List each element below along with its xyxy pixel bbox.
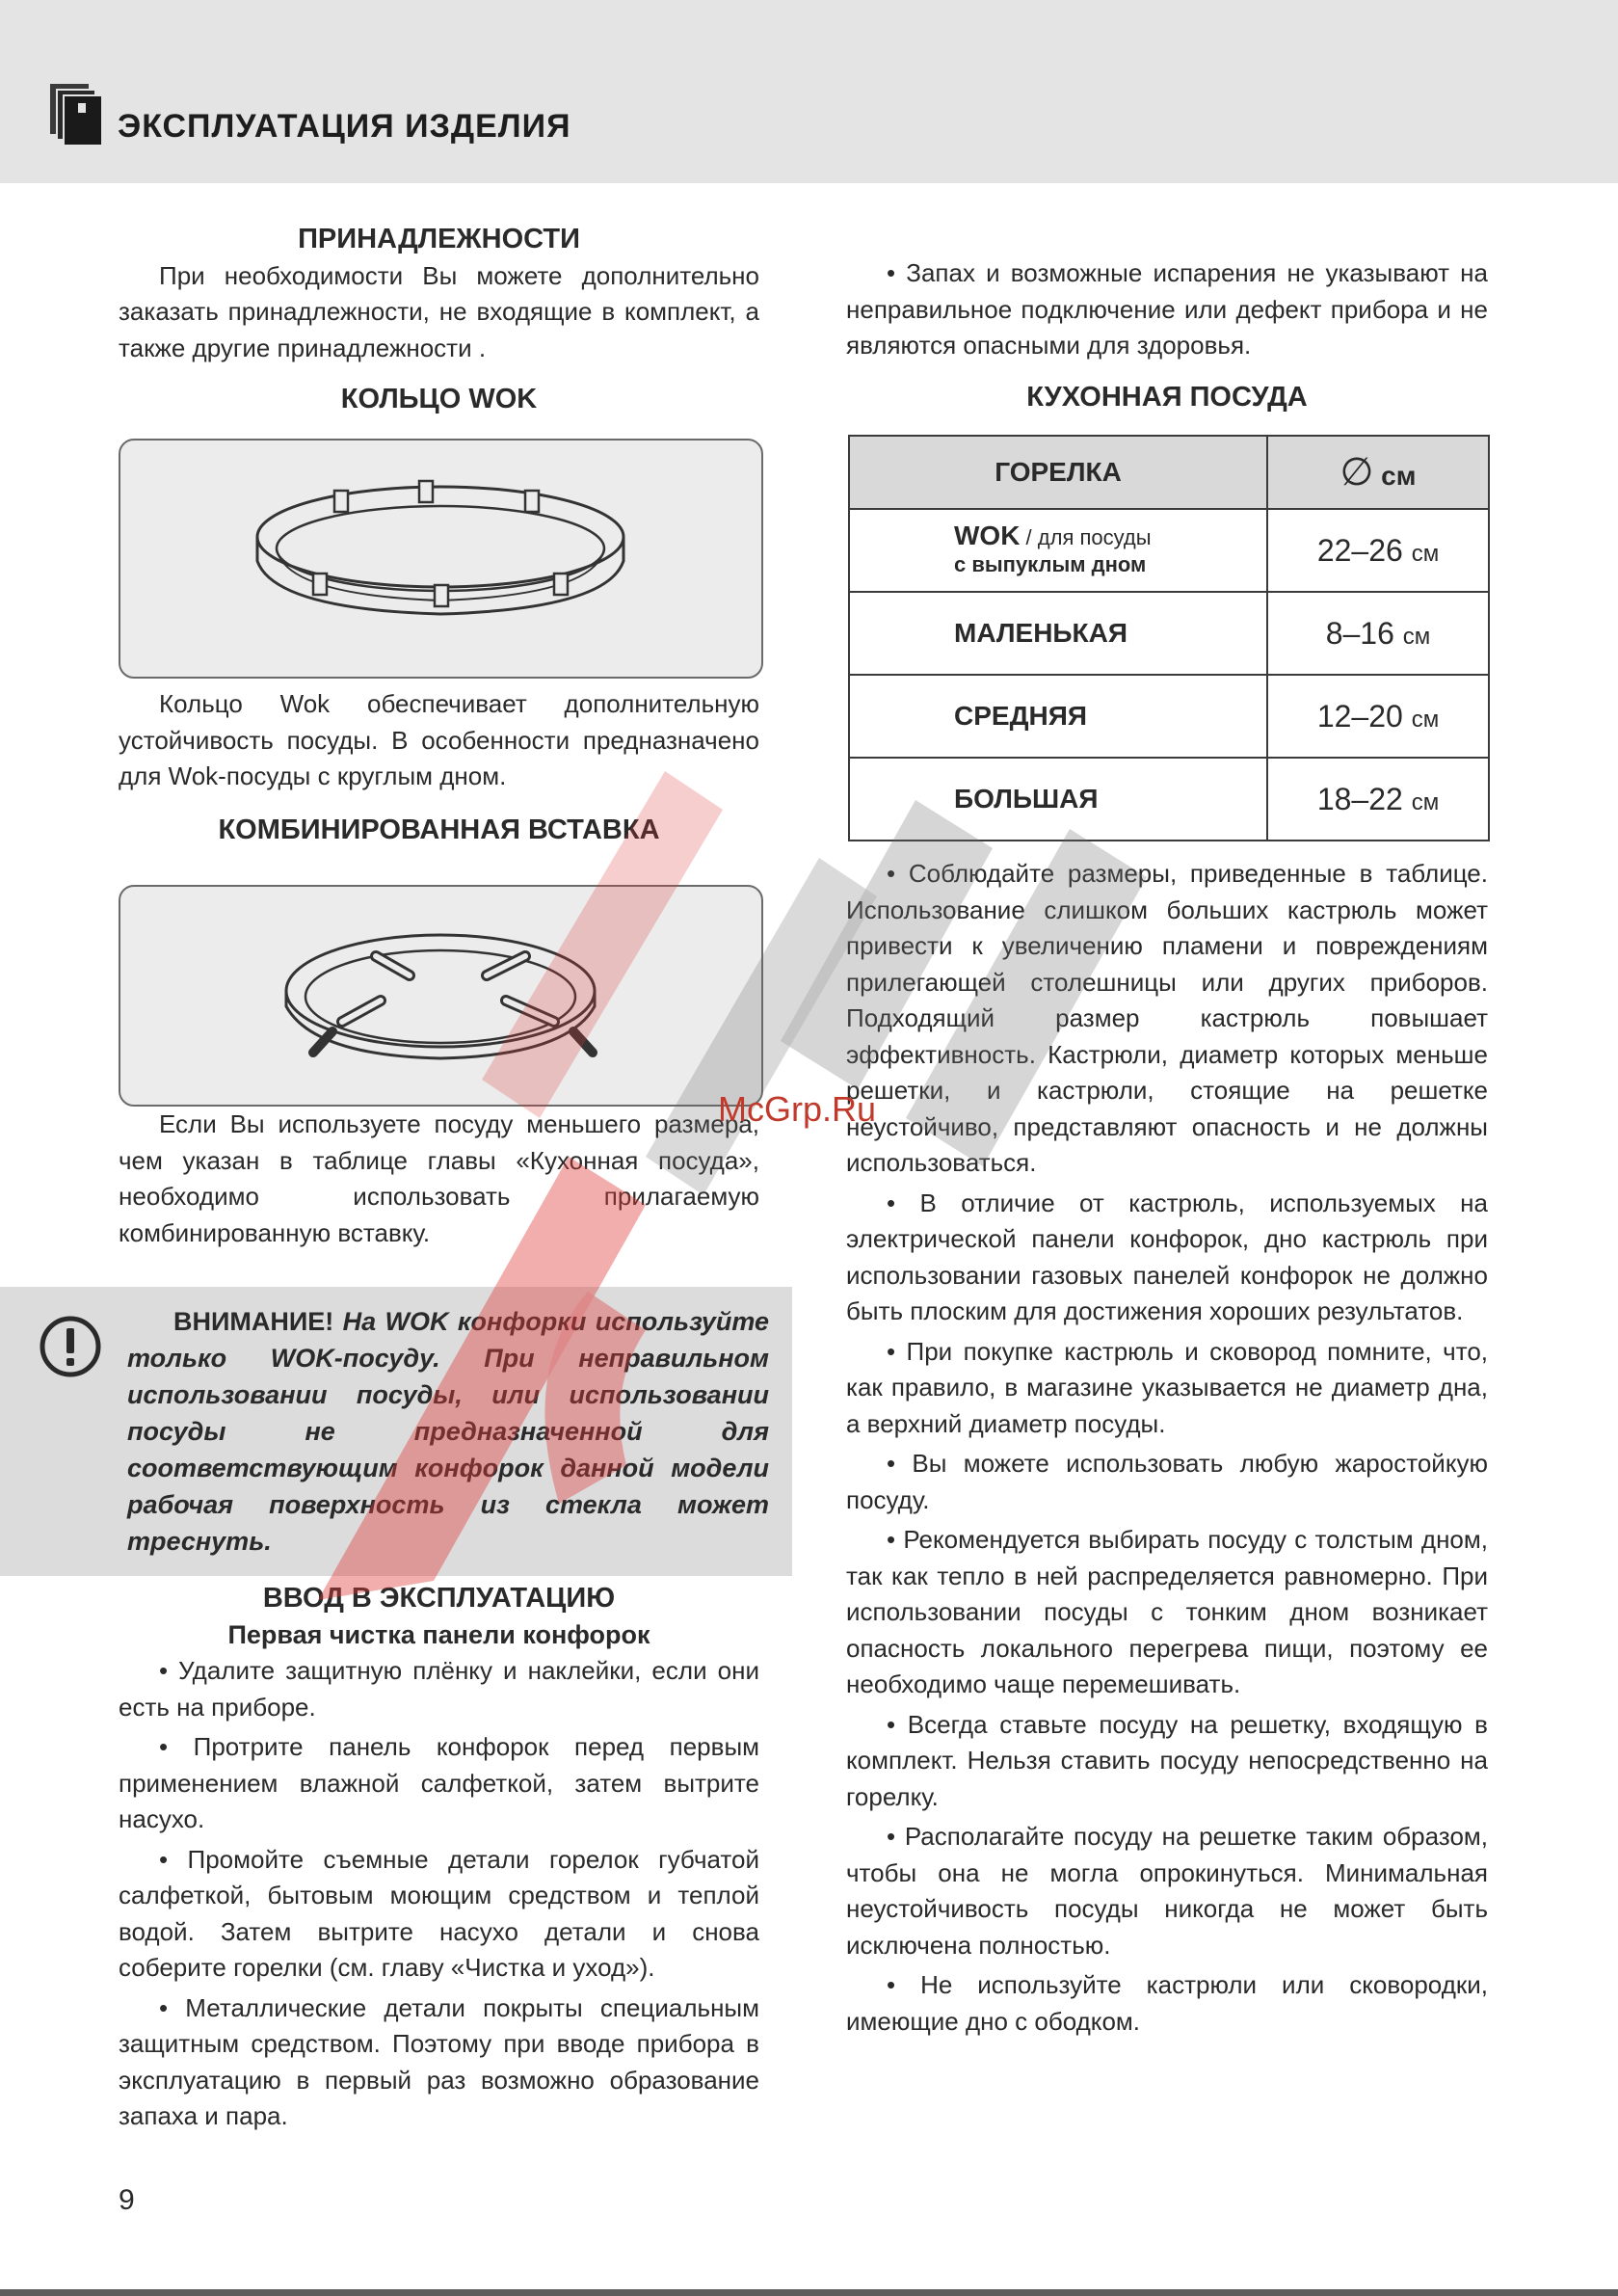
cookware-bullet: • Рекомендуется выбирать посуду с толстым дном, так как тепло в ней распределяется равномерно. При использовании посуды с тонким дном возникает опасность локального перегрева пищи, поэтому ее необходимо чаще перемешивать.	[846, 1525, 1488, 1698]
cleaning-subheading: Первая чистка панели конфорок	[227, 1619, 650, 1649]
warning-lead: ВНИМАНИЕ!	[173, 1307, 334, 1336]
wok-text: Кольцо Wok обеспечивает дополнительную устойчивость посуды. В особенности предназначено для Wok-посуды с круглым дном.	[119, 689, 759, 790]
combined-insert-illustration	[120, 887, 761, 1105]
header-band	[0, 0, 1618, 183]
wok-heading: КОЛЬЦО WOK	[340, 384, 538, 414]
cookware-bullet: • В отличие от кастрюль, используемых на электрической панели конфорок, дно кастрюль при использовании газовых панелей конфорок не должно быть плоским для достижения хороших результатов.	[846, 1188, 1488, 1325]
exclamation-circle-icon	[37, 1313, 104, 1380]
wok-ring-figure	[119, 439, 763, 679]
burner-cell: СРЕДНЯЯ	[849, 675, 1267, 758]
watermark-link: McGrp.Ru	[718, 1089, 877, 1129]
cookware-bullet: • При покупке кастрюль и сковород помните, что, как правило, в магазине указывается не диаметр дна, а верхний диаметр посуды.	[846, 1336, 1488, 1438]
cleaning-bullet: • Металлические детали покрыты специальным защитным средством. Поэтому при вводе прибора в эксплуатацию в первый раз возможно образование запаха и пара.	[119, 1992, 759, 2130]
page-number: 9	[119, 2184, 135, 2216]
size-cell: 18–22 см	[1267, 758, 1489, 841]
cookware-bullet: • Всегда ставьте посуду на решетку, входящую в комплект. Нельзя ставить посуду непосредственно на горелку.	[846, 1709, 1488, 1811]
commissioning-section	[119, 1581, 759, 2135]
burner-cell: WOK / для посуды с выпуклым дном	[849, 509, 1267, 592]
bottom-rule	[0, 2289, 1618, 2296]
cookware-bullet: • Не используйте кастрюли или сковородки, имеющие дно с ободком.	[846, 1970, 1488, 2036]
cleaning-bullet: • Удалите защитную плёнку и наклейки, если они есть на приборе.	[119, 1656, 759, 1722]
cleaning-bullet: • Промойте съемные детали горелок губчатой салфеткой, бытовым моющим средством и теплой водой. Затем вытрите насухо детали и снова соберите горелки (см. главу «Чистка и уход»).	[119, 1844, 759, 1982]
wok-section-text	[119, 686, 759, 848]
size-column-header: ∅ см	[1267, 436, 1489, 509]
page-title: ЭКСПЛУАТАЦИЯ ИЗДЕЛИЯ	[118, 108, 571, 145]
diameter-icon: ∅	[1339, 451, 1374, 494]
cookware-tips	[846, 856, 1488, 2040]
combined-insert-figure	[119, 885, 763, 1107]
smell-note-section	[846, 255, 1488, 415]
table-row	[849, 758, 1489, 841]
cookware-bullet: • Вы можете использовать любую жаростойкую посуду.	[846, 1449, 1488, 1514]
accessories-text: При необходимости Вы можете дополнительно заказать принадлежности, не входящие в комплект, а также другие принадлежности .	[119, 260, 759, 362]
table-header-row	[849, 436, 1489, 509]
cookware-bullet: • Соблюдайте размеры, приведенные в таблице. Использование слишком больших кастрюль может привести к увеличению пламени и повреждениям прилегающей столешницы или других приборов. Подходящий размер кастрюль повышает эффективность. Кастрюли, диаметр которых меньше решетки, и кастрюли, стоящие на решетке неустойчиво, представляют опасность и не должны использоваться.	[846, 859, 1488, 1177]
commissioning-heading: ВВОД В ЭКСПЛУАТАЦИЮ	[262, 1583, 616, 1614]
size-cell: 12–20 см	[1267, 675, 1489, 758]
cookware-table	[848, 435, 1490, 841]
burner-column-header: ГОРЕЛКА	[849, 436, 1267, 509]
insert-heading: КОМБИНИРОВАННАЯ ВСТАВКА	[218, 814, 660, 845]
burner-cell: МАЛЕНЬКАЯ	[849, 592, 1267, 675]
burner-cell: БОЛЬШАЯ	[849, 758, 1267, 841]
table-row	[849, 592, 1489, 675]
warning-text-block	[127, 1303, 769, 1560]
wok-ring-illustration	[120, 441, 761, 677]
warning-text: На WOK конфорки используйте только WOK-посуду. При неправильном использовании посуды, или использовании посуды не предназначенной для соответствующим конфорок данной модели рабочая поверхность из стекла может треснуть.	[127, 1307, 769, 1556]
accessories-heading: ПРИНАДЛЕЖНОСТИ	[298, 224, 580, 254]
accessories-section	[119, 222, 759, 418]
cookware-heading: КУХОННАЯ ПОСУДА	[1026, 381, 1308, 413]
size-cell: 8–16 см	[1267, 592, 1489, 675]
table-row	[849, 675, 1489, 758]
insert-section-text	[119, 1107, 759, 1251]
table-row	[849, 509, 1489, 592]
smell-note: • Запах и возможные испарения не указывают на неправильное подключение или дефект прибора и не являются опасными для здоровья.	[846, 258, 1488, 360]
insert-text: Если Вы используете посуду меньшего размера, чем указан в таблице главы «Кухонная посуда», необходимо использовать прилагаемую комбинированную вставку.	[119, 1109, 759, 1247]
size-cell: 22–26 см	[1267, 509, 1489, 592]
cleaning-bullet: • Протрите панель конфорок перед первым применением влажной салфеткой, затем вытрите насухо.	[119, 1732, 759, 1833]
book-stack-icon	[48, 82, 106, 149]
cookware-bullet: • Располагайте посуду на решетке таким образом, чтобы она не могла опрокинуться. Минимальная неустойчивость посуды никогда не может быть исключена полностью.	[846, 1822, 1488, 1960]
